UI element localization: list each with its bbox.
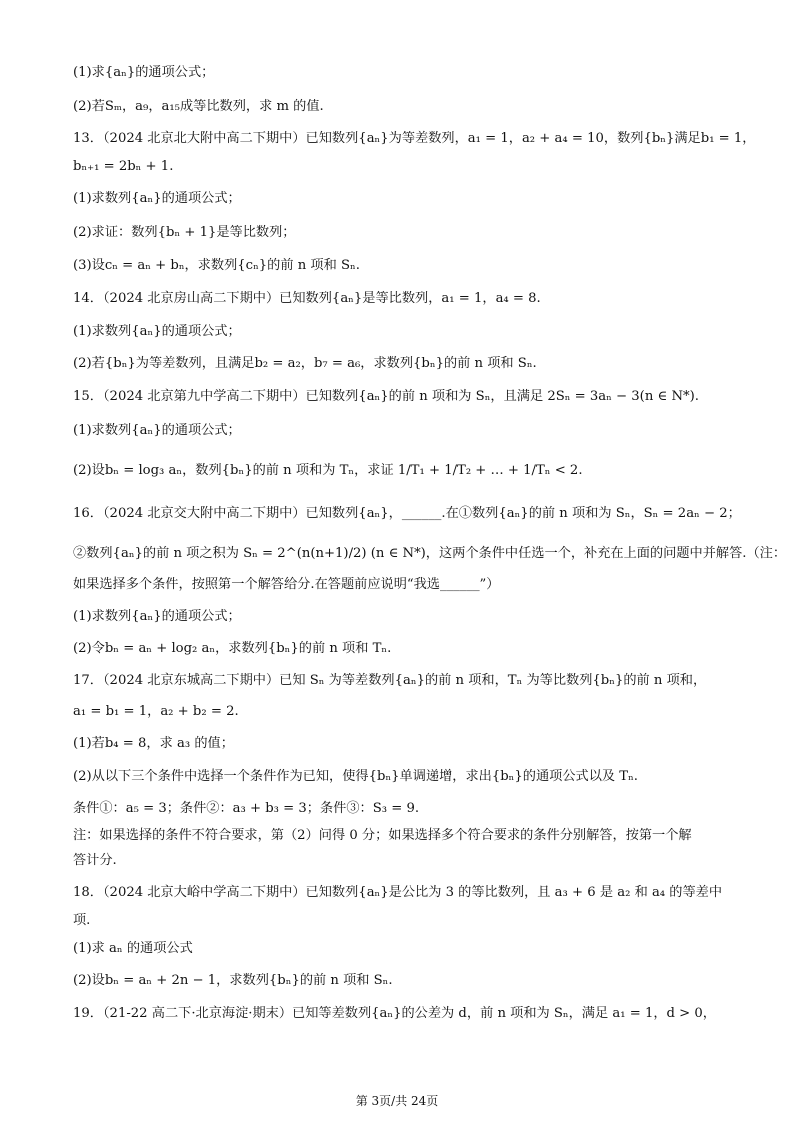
page-number-footer: 第 3页/共 24页 <box>355 1094 439 1108</box>
text-line: 注：如果选择的条件不符合要求，第（2）问得 0 分；如果选择多个符合要求的条件分别解答，按第一个解 <box>73 828 692 843</box>
text-line: (2)若Sₘ，a₉，a₁₅成等比数列，求 m 的值. <box>73 99 324 114</box>
question-16-stem: 16．（2024 北京交大附中高二下期中）已知数列{aₙ}，______.在①数列{aₙ}的前 n 项和为 Sₙ，Sₙ = 2aₙ − 2； <box>73 506 741 521</box>
text-line: (1)若b₄ = 8，求 a₃ 的值； <box>73 736 234 751</box>
text-line: (2)若{bₙ}为等差数列，且满足b₂ = a₂，b₇ = a₆，求数列{bₙ}的前 n 项和 Sₙ. <box>73 356 537 371</box>
text-line: (1)求数列{aₙ}的通项公式； <box>73 324 241 339</box>
question-14-stem: 14．（2024 北京房山高二下期中）已知数列{aₙ}是等比数列，a₁ = 1，a₄ = 8. <box>73 291 541 306</box>
text-line: (2)设bₙ = aₙ + 2n − 1，求数列{bₙ}的前 n 项和 Sₙ. <box>73 973 393 988</box>
text-line: 项. <box>73 913 91 928</box>
text-line: 答计分. <box>73 853 117 868</box>
text-line: 条件①：a₅ = 3；条件②：a₃ + b₃ = 3；条件③：S₃ = 9. <box>73 801 420 816</box>
question-15-stem: 15．（2024 北京第九中学高二下期中）已知数列{aₙ}的前 n 项和为 Sₙ，且满足 2Sₙ = 3aₙ − 3(n ∈ N*). <box>73 389 699 404</box>
text-line: a₁ = b₁ = 1，a₂ + b₂ = 2. <box>73 704 239 719</box>
text-line: (1)求数列{aₙ}的通项公式； <box>73 423 241 438</box>
question-13-stem: 13．（2024 北京北大附中高二下期中）已知数列{aₙ}为等差数列，a₁ = 1，a₂ + a₄ = 10，数列{bₙ}满足b₁ = 1， <box>73 131 756 146</box>
text-line: (1)求数列{aₙ}的通项公式； <box>73 609 241 624</box>
text-line: ②数列{aₙ}的前 n 项之积为 Sₙ = 2^(n(n+1)/2) (n ∈ N*)，这两个条件中任选一个，补充在上面的问题中并解答.（注： <box>73 546 787 561</box>
text-line: (1)求数列{aₙ}的通项公式； <box>73 191 241 206</box>
question-17-stem: 17．（2024 北京东城高二下期中）已知 Sₙ 为等差数列{aₙ}的前 n 项和，Tₙ 为等比数列{bₙ}的前 n 项和， <box>73 673 707 688</box>
text-line: (2)求证：数列{bₙ + 1}是等比数列； <box>73 225 296 240</box>
text-line: bₙ₊₁ = 2bₙ + 1. <box>73 159 174 174</box>
text-line: (2)从以下三个条件中选择一个条件作为已知，使得{bₙ}单调递增，求出{bₙ}的通项公式以及 Tₙ. <box>73 769 638 784</box>
text-line: 如果选择多个条件，按照第一个解答给分.在答题前应说明“我选______”） <box>73 577 500 592</box>
text-line: (3)设cₙ = aₙ + bₙ，求数列{cₙ}的前 n 项和 Sₙ. <box>73 258 360 273</box>
question-19-stem: 19．（21-22 高二下·北京海淀·期末）已知等差数列{aₙ}的公差为 d，前 n 项和为 Sₙ，满足 a₁ = 1，d > 0， <box>73 1006 716 1021</box>
text-line: (2)令bₙ = aₙ + log₂ aₙ，求数列{bₙ}的前 n 项和 Tₙ. <box>73 641 392 656</box>
question-18-stem: 18．（2024 北京大峪中学高二下期中）已知数列{aₙ}是公比为 3 的等比数列，且 a₃ + 6 是 a₂ 和 a₄ 的等差中 <box>73 885 723 900</box>
text-line: (1)求{aₙ}的通项公式； <box>73 65 215 80</box>
text-line: (1)求 aₙ 的通项公式 <box>73 941 193 956</box>
text-line: (2)设bₙ = log₃ aₙ，数列{bₙ}的前 n 项和为 Tₙ，求证 1/T₁ + 1/T₂ + … + 1/Tₙ < 2. <box>73 463 583 478</box>
